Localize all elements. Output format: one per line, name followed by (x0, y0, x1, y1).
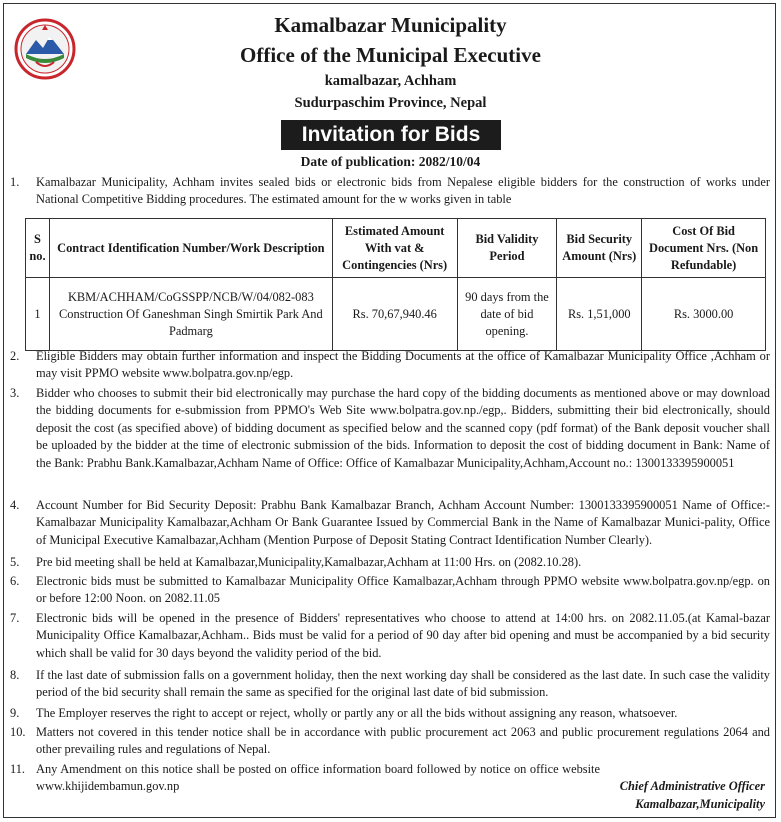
clause-4 (10, 497, 770, 549)
header-security: Bid Security Amount (Nrs) (557, 219, 642, 278)
clause-number: 7. (10, 611, 20, 625)
clause-text: Electronic bids will be opened in the presence of Bidders' representatives who choose to attend at 14:00 hrs. on 2082.11.05.(at Kamal-bazar Municipality Office Kamalbazar,Achham.. Bids must be valid for a period of 90 day after bid opening and must be accompanied by a bid security which shall be valid for 30 days beyond the validity period of the bid. (36, 611, 770, 660)
clause-number: 3. (10, 386, 20, 400)
header-validity: Bid Validity Period (457, 219, 557, 278)
clause-text: If the last date of submission falls on a government holiday, then the next working day shall be considered as the last date. In such case the validity period of the bid security shall remain the same as specified for the original last date of bid submission. (36, 668, 770, 700)
office-name: Office of the Municipal Executive (240, 43, 541, 67)
clause-text: Kamalbazar Municipality, Achham invites sealed bids or electronic bids from Nepalese eligible bidders for the construction of works under National Competitive Bidding procedures. The estimated amount for the w works given in table (36, 175, 770, 207)
clause-text: The Employer reserves the right to accept or reject, wholly or partly any or all the bids without assigning any reason, whatsoever. (36, 706, 678, 720)
address-line-2: Sudurpaschim Province, Nepal (294, 95, 487, 111)
clause-number: 11. (10, 762, 26, 776)
clause-number: 6. (10, 574, 20, 588)
org-name: Kamalbazar Municipality (274, 13, 507, 37)
header-sno: S no. (26, 219, 50, 278)
clause-text: Electronic bids must be submitted to Kamalbazar Municipality Office Kamalbazar,Achham through PPMO website www.bolpatra.gov.np/egp. on or before 12:00 Noon. on 2082.11.05 (36, 574, 770, 606)
address-line-1: kamalbazar, Achham (324, 73, 457, 89)
header-estimate: Estimated Amount With vat & Contingencies (Nrs) (332, 219, 457, 278)
cell-validity: 90 days from the date of bid opening. (457, 278, 557, 351)
cell-contract: KBM/ACHHAM/CoGSSPP/NCB/W/04/082-083 Construction Of Ganeshman Singh Smirtik Park And Padmarg (49, 278, 332, 351)
publication-date: Date of publication: 2082/10/04 (300, 154, 481, 169)
clause-6 (10, 573, 770, 608)
table-header-row (26, 219, 766, 278)
clause-8 (10, 667, 770, 702)
cell-sno: 1 (26, 278, 50, 351)
clause-text: Account Number for Bid Security Deposit: Prabhu Bank Kamalbazar Branch, Achham Account Number: 1300133395900051 Name of Office:- Kamalbazar Municipality Kamalbazar,Achham Or Bank Guarantee Issued by Commercial Bank in the Name of Kamalbazar Munici-pality, Office of Municipal Executive Kamalbazar,Achham (Mention Purpose of Deposit Stating Contract Identification Number Clearly). (36, 498, 770, 547)
bid-table (25, 218, 766, 351)
clause-text: Pre bid meeting shall be held at Kamalbazar,Municipality,Kamalbazar,Achham at 11:00 Hrs. on (2082.10.28). (36, 555, 582, 569)
clause-2 (10, 348, 770, 383)
clause-number: 10. (10, 725, 26, 739)
clause-text: Matters not covered in this tender notice shall be in accordance with public procurement act 2063 and public procurement regulations 2064 and other prevailing rules and regulations of Nepal. (36, 725, 770, 757)
cell-cost: Rs. 3000.00 (642, 278, 766, 351)
header-contract: Contract Identification Number/Work Description (49, 219, 332, 278)
clause-text: Any Amendment on this notice shall be posted on office information board followed by notice on office website www.khijidembamun.gov.np (36, 762, 600, 794)
clause-number: 4. (10, 498, 20, 512)
signature-org: Kamalbazar,Municipality (635, 797, 765, 811)
clause-text: Eligible Bidders may obtain further information and inspect the Bidding Documents at the office of Kamalbazar Municipality Office ,Achham or may visit PPMO website www.bolpatra.gov.np/egp. (36, 349, 770, 381)
clause-7 (10, 610, 770, 662)
clause-text: Bidder who chooses to submit their bid electronically may purchase the hard copy of the bidding documents as mentioned above or may download the bidding documents for e-submission from PPMO's Web Site www.bolpatra.gov.np./egp,. Bidders, submitting their bid electronically, should deposit the cost (as specified above) of bidding document as specified below and the scanned copy (pdf format) of the Bank deposit voucher shall be uploaded by the bidder at the time of electronic submission of the bids. Information to deposit the cost of bidding document in Bank: Name of the Bank: Prabhu Bank.Kamalbazar,Achham Name of Office: Office of Kamalbazar Municipality,Achham,Account no.: 1300133395900051 (36, 386, 770, 470)
clause-9 (10, 705, 770, 722)
clause-1 (10, 174, 770, 209)
table-row (26, 278, 766, 351)
notice-title-banner: Invitation for Bids (281, 120, 501, 150)
header-cost: Cost Of Bid Document Nrs. (Non Refundable) (642, 219, 766, 278)
clause-5 (10, 554, 770, 571)
clause-number: 5. (10, 555, 20, 569)
cell-security: Rs. 1,51,000 (557, 278, 642, 351)
clause-number: 2. (10, 349, 20, 363)
signature-title: Chief Administrative Officer (619, 779, 765, 793)
clause-3 (10, 385, 770, 472)
clause-10 (10, 724, 770, 759)
clause-number: 9. (10, 706, 20, 720)
clause-number: 1. (10, 175, 20, 189)
cell-estimate: Rs. 70,67,940.46 (332, 278, 457, 351)
clause-number: 8. (10, 668, 20, 682)
